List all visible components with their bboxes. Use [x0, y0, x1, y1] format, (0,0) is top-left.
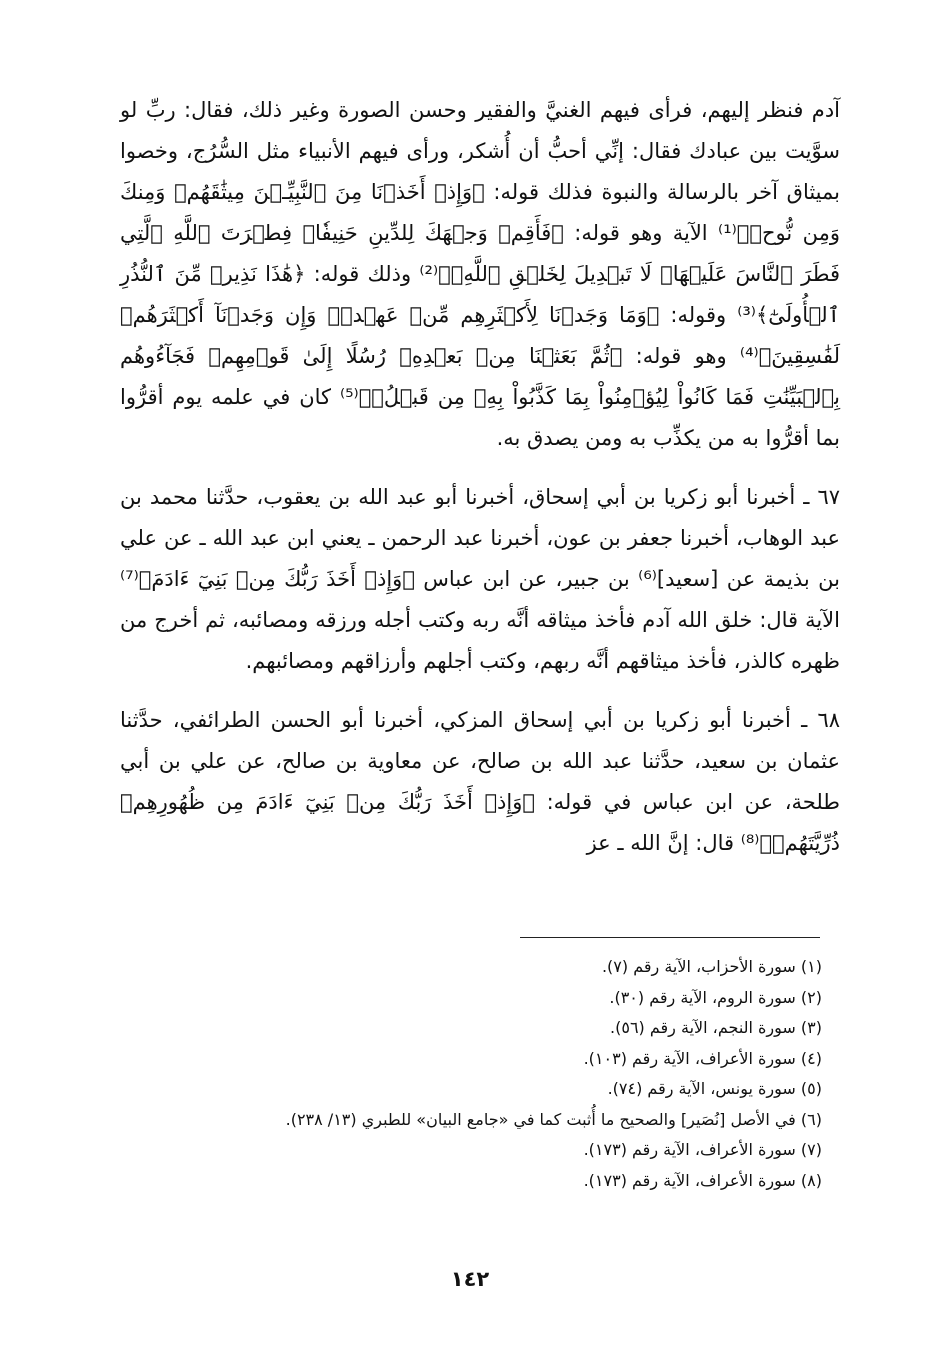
- footnote-1: (١) سورة الأحزاب، الآية رقم (٧).: [601, 957, 822, 976]
- footnotes: [120, 952, 822, 1196]
- main-text: [120, 90, 840, 864]
- paragraph-hadith-67: ٦٧ ـ أخبرنا أبو زكريا بن أبي إسحاق، أخبرنا أبو عبد الله بن يعقوب، حدَّثنا محمد بن عبد الوهاب، أخبرنا جعفر بن عون، أخبرنا عبد الرحمن ـ يعني ابن عبد الله ـ عن علي بن بذيمة عن [سعيد]⁽⁶⁾ بن جبير، عن ابن عباس ﴿وَإِذۡ أَخَذَ رَبُّكَ مِنۢ بَنِيٓ ءَادَمَ﴾⁽⁷⁾ الآية قال: خلق الله آدم فأخذ ميثاقه أنَّه ربه وكتب أجله ورزقه ومصائبه، ثم أخرج من ظهره كالذر، فأخذ ميثاقهم أنَّه ربهم، وكتب أجلهم وأرزاقهم ومصائبهم.: [120, 485, 840, 673]
- footnote-3: (٣) سورة النجم، الآية رقم (٥٦).: [610, 1018, 822, 1037]
- footnote-separator: [520, 937, 820, 938]
- footnote-8: (٨) سورة الأعراف، الآية رقم (١٧٣).: [583, 1170, 822, 1190]
- footnote-5: (٥) سورة يونس، الآية رقم (٧٤).: [607, 1079, 822, 1098]
- footnote-2: (٢) سورة الروم، الآية رقم (٣٠).: [609, 987, 822, 1007]
- paragraph-hadith-68: ٦٨ ـ أخبرنا أبو زكريا بن أبي إسحاق المزكي، أخبرنا أبو الحسن الطرائفي، حدَّثنا عثمان بن سعيد، حدَّثنا عبد الله بن صالح، عن معاوية بن صالح، عن علي بن أبي طلحة، عن ابن عباس في قوله: ﴿وَإِذۡ أَخَذَ رَبُّكَ مِنۢ بَنِيٓ ءَادَمَ مِن ظُهُورِهِمۡ ذُرِّيَّتَهُمۡ﴾⁽⁸⁾ قال: إنَّ الله ـ عز: [120, 708, 840, 855]
- paragraph-continuation: آدم فنظر إليهم، فرأى فيهم الغنيَّ والفقير وحسن الصورة وغير ذلك، فقال: ربِّ لو سوَّيت بين عبادك فقال: إنِّي أحبُّ أن أُشكر، ورأى فيهم الأنبياء مثل السُّرُج، وخصوا بميثاق آخر بالرسالة والنبوة فذلك قوله: ﴿وَإِذۡ أَخَذۡنَا مِنَ ٱلنَّبِيِّـۧنَ مِيثَٰقَهُمۡ وَمِنكَ وَمِن نُّوحٖ﴾⁽¹⁾ الآية وهو قوله: ﴿فَأَقِمۡ وَجۡهَكَ لِلدِّينِ حَنِيفٗاۚ فِطۡرَتَ ٱللَّهِ ٱلَّتِي فَطَرَ ٱلنَّاسَ عَلَيۡهَاۚ لَا تَبۡدِيلَ لِخَلۡقِ ٱللَّهِۚ﴾⁽²⁾ وذلك قوله: ﴿هَٰذَا نَذِيرٞ مِّنَ ٱلنُّذُرِ ٱلۡأُولَىٰٓ﴾⁽³⁾ وقوله: ﴿وَمَا وَجَدۡنَا لِأَكۡثَرِهِم مِّنۡ عَهۡدٖۖ وَإِن وَجَدۡنَآ أَكۡثَرَهُمۡ لَفَٰسِقِينَ﴾⁽⁴⁾ وهو قوله: ﴿ثُمَّ بَعَثۡنَا مِنۢ بَعۡدِهِۦ رُسُلًا إِلَىٰ قَوۡمِهِمۡ فَجَآءُوهُم بِٱلۡبَيِّنَٰتِ فَمَا كَانُواْ لِيُؤۡمِنُواْ بِمَا كَذَّبُواْ بِهِۦ مِن قَبۡلُۚ﴾⁽⁵⁾ كان في علمه يوم أقرُّوا بما أقرُّوا به من يكذِّب به ومن يصدق به.: [120, 98, 840, 450]
- page-number: ١٤٢: [450, 1267, 490, 1291]
- footnote-6: (٦) في الأصل [نُصَير] والصحيح ما أُثبت كما في «جامع البيان» للطبري (١٣/ ٢٣٨).: [285, 1109, 822, 1129]
- footnote-7: (٧) سورة الأعراف، الآية رقم (١٧٣).: [583, 1140, 822, 1159]
- footnote-4: (٤) سورة الأعراف، الآية رقم (١٠٣).: [583, 1048, 822, 1068]
